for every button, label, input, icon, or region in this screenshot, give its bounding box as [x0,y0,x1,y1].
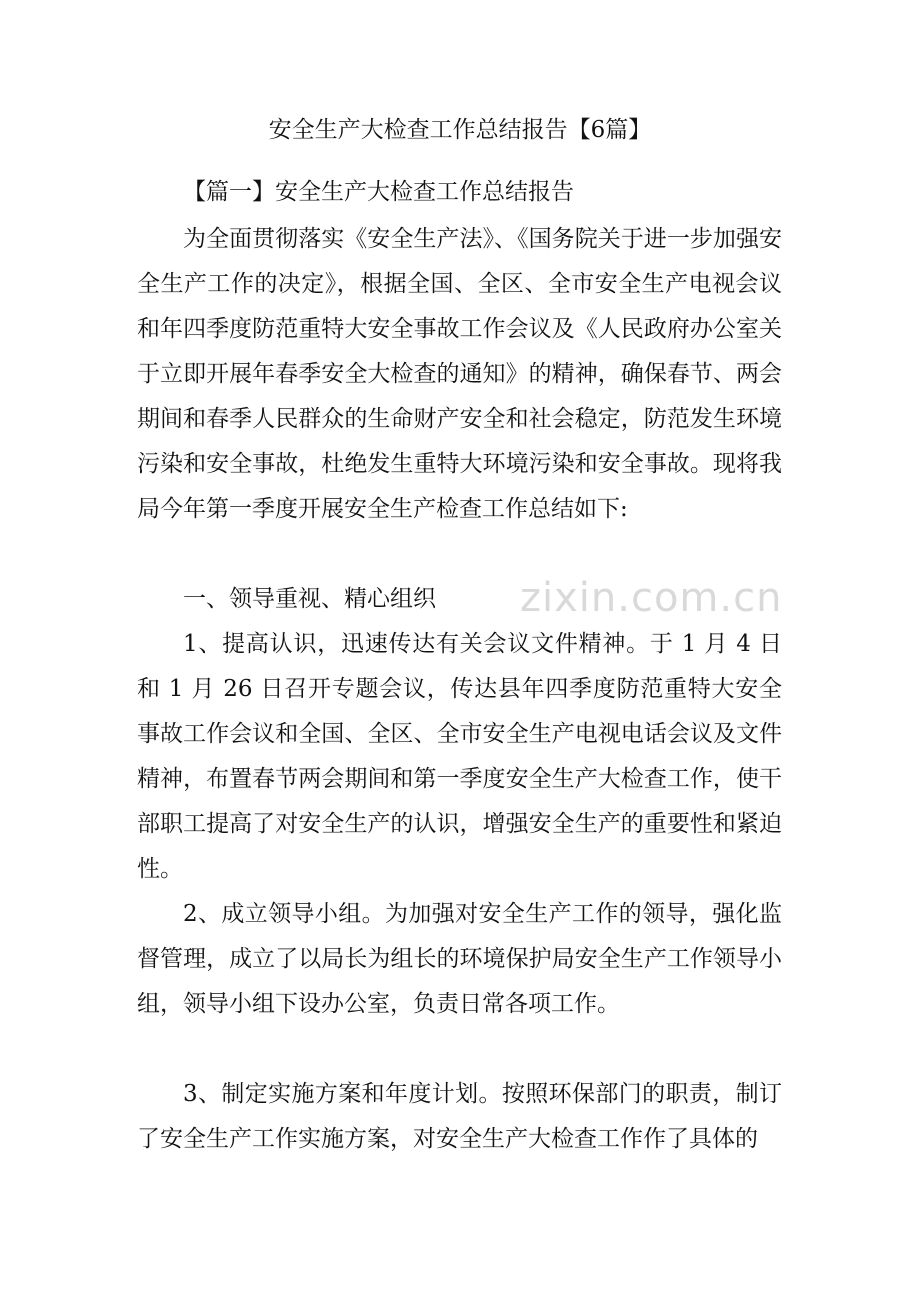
item-2-block [137,892,782,1027]
item-1-block [137,622,782,892]
paragraph-item-3: 3、制定实施方案和年度计划。按照环保部门的职责，制订了安全生产工作实施方案，对安全生产大检查工作作了具体的 [137,1081,782,1152]
section-heading-block [137,170,782,215]
intro-block [137,217,782,532]
intro-paragraph: 为全面贯彻落实《安全生产法》、《国务院关于进一步加强安全生产工作的决定》，根据全国、全区、全市安全生产电视会议和年四季度防范重特大安全事故工作会议及《人民政府办公室关于立即开展年春季安全大检查的通知》的精神，确保春节、两会期间和春季人民群众的生命财产安全和社会稳定，防范发生环境污染和安全事故，杜绝发生重特大环境污染和安全事故。现将我局今年第一季度开展安全生产检查工作总结如下: [137,226,782,522]
section-heading: 【篇一】安全生产大检查工作总结报告 [183,179,574,205]
paragraph-item-2: 2、成立领导小组。为加强对安全生产工作的领导，强化监督管理，成立了以局长为组长的环境保护局安全生产工作领导小组，领导小组下设办公室，负责日常各项工作。 [137,901,782,1017]
subheading-block [137,577,782,622]
item-3-block [137,1072,782,1162]
document-title: 安全生产大检查工作总结报告【6篇】 [268,117,652,143]
subheading-leadership: 一、领导重视、精心组织 [183,586,436,612]
watermark: zixin.com.cn [520,575,783,621]
paragraph-item-1: 1、提高认识，迅速传达有关会议文件精神。于 1 月 4 日和 1 月 26 日召开专题会议，传达县年四季度防范重特大安全事故工作会议和全国、全区、全市安全生产电视电话会议及文件精神，布置春节两会期间和第一季度安全生产大检查工作，使干部职工提高了对安全生产的认识，增强安全生产的重要性和紧迫性。 [137,631,782,882]
